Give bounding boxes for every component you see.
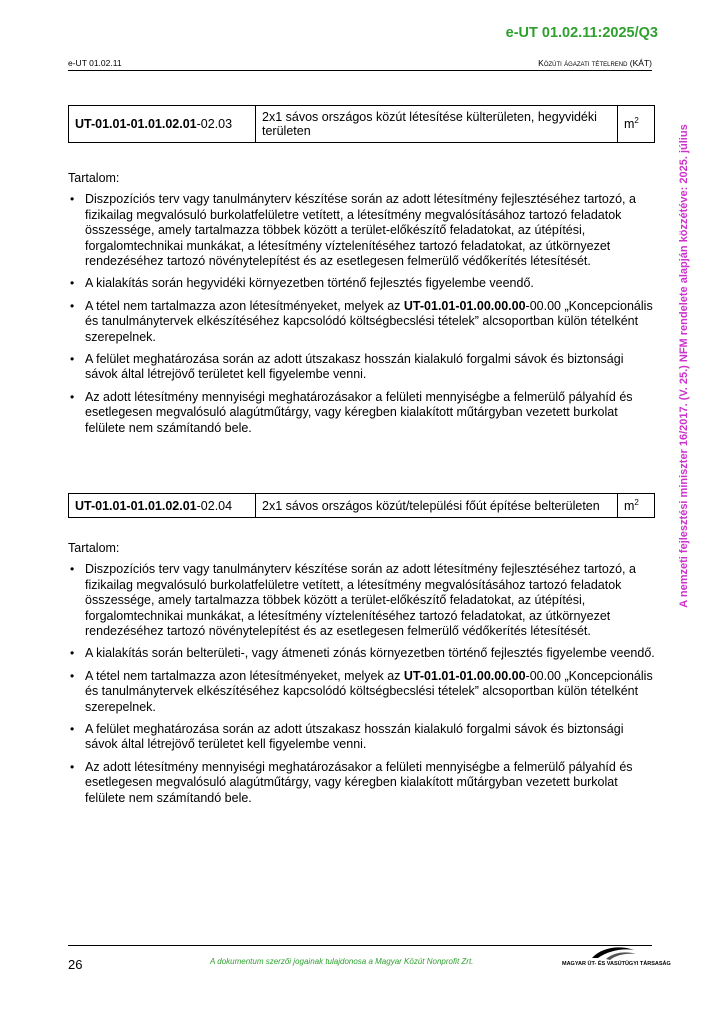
document-code: e-UT 01.02.11:2025/Q3 <box>505 25 658 41</box>
copyright-notice: A dokumentum szerzői jogainak tulajdonosa a Magyar Közút Nonprofit Zrt. <box>210 957 474 966</box>
content-label: Tartalom: <box>68 171 120 185</box>
item-content-2 <box>68 541 658 813</box>
list-item: • Az adott létesítmény mennyiségi meghatározásakor a felületi mennyiségbe a felmerülő pályahíd és esetlegesen megvalósuló alagútműtárgy, vagy kéregben kialakított műtárgyban vezetett burkolat felülete nem számítandó bele. <box>68 760 658 806</box>
header-right: Közúti ágazati tételrend (KÁT) <box>538 58 652 68</box>
item-content-1 <box>68 171 658 443</box>
page-header <box>68 58 652 71</box>
item-unit: $m^2$ <box>618 106 655 143</box>
item-title: 2x1 sávos országos közút/települési főút építése belterületen <box>256 494 618 518</box>
bullet-list <box>68 562 658 806</box>
list-item: • A kialakítás során hegyvidéki környezetben történő fejlesztés figyelembe veendő. <box>68 276 658 291</box>
content-label: Tartalom: <box>68 541 120 555</box>
item-title: 2x1 sávos országos közút létesítése külterületen, hegyvidéki területen <box>256 106 618 143</box>
logo-text: MAGYAR ÚT- ÉS VASÚTÜGYI TÁRSASÁG <box>562 961 671 967</box>
bullet-list <box>68 192 658 436</box>
item-row <box>69 494 655 518</box>
item-row <box>69 106 655 143</box>
item-table-2 <box>68 493 655 518</box>
item-code: UT-01.01-01.01.02.01-02.04 <box>69 494 256 518</box>
logo-swoosh-icon <box>562 944 658 962</box>
item-code: UT-01.01-01.01.02.01-02.03 <box>69 106 256 143</box>
side-note-text: A nemzeti fejlesztési miniszter 16/2017. (V. 25.) NFM rendelete alapján közzétéve: 2025. július <box>678 124 690 608</box>
list-item: • A kialakítás során belterületi-, vagy átmeneti zónás környezetben történő fejlesztés figyelembe veendő. <box>68 646 658 661</box>
list-item: • A tétel nem tartalmazza azon létesítményeket, melyek az UT-01.01-01.00.00.00-00.00 „Koncepcionális és tanulmánytervek elkészítéséhez kapcsolódó költségbecslési tételek” alcsoportban külön tételként szerepelnek. <box>68 669 658 715</box>
item-table-1 <box>68 105 655 143</box>
list-item: • Diszpozíciós terv vagy tanulmányterv készítése során az adott létesítmény fejlesztéséhez tartozó, a fizikailag megvalósuló burkolatfelületre vetített, a létesítmény megvalósításához tartozó feladatok összessége, amely tartalmazza többek között a terület-előkészítő feladatokat, az útépítési, forgalomtechnikai munkákat, a létesítmény víztelenítéséhez tartozó feladatokat, az útkörnyezet rendezéséhez tartozó növénytelepítést és az esetlegesen felmerülő védőkerítés létesítését. <box>68 192 658 269</box>
list-item: • A tétel nem tartalmazza azon létesítményeket, melyek az UT-01.01-01.00.00.00-00.00 „Koncepcionális és tanulmánytervek elkészítéséhez kapcsolódó költségbecslési tételek” alcsoportban külön tételként szerepelnek. <box>68 299 658 345</box>
item-unit: $m^2$ <box>618 494 655 518</box>
page-number: 26 <box>68 957 83 972</box>
list-item: • Az adott létesítmény mennyiségi meghatározásakor a felületi mennyiségbe a felmerülő pályahíd és esetlegesen megvalósuló alagútműtárgy, vagy kéregben kialakított műtárgyban vezetett burkolat felülete nem számítandó bele. <box>68 390 658 436</box>
side-note <box>673 96 695 636</box>
list-item: • A felület meghatározása során az adott útszakasz hosszán kialakuló forgalmi sávok és biztonsági sávok által létrejövő területet kell figyelembe venni. <box>68 722 658 753</box>
company-logo <box>562 944 671 972</box>
list-item: • A felület meghatározása során az adott útszakasz hosszán kialakuló forgalmi sávok és biztonsági sávok által létrejövő területet kell figyelembe venni. <box>68 352 658 383</box>
header-left: e-UT 01.02.11 <box>68 58 122 68</box>
list-item: • Diszpozíciós terv vagy tanulmányterv készítése során az adott létesítmény fejlesztéséhez tartozó, a fizikailag megvalósuló burkolatfelületre vetített, a létesítmény megvalósításához tartozó feladatok összessége, amely tartalmazza többek között a terület-előkészítő feladatokat, az útépítési, forgalomtechnikai munkákat, a létesítmény víztelenítéséhez tartozó feladatokat, az útkörnyezet rendezéséhez tartozó növénytelepítést és az esetlegesen felmerülő védőkerítés létesítését. <box>68 562 658 639</box>
